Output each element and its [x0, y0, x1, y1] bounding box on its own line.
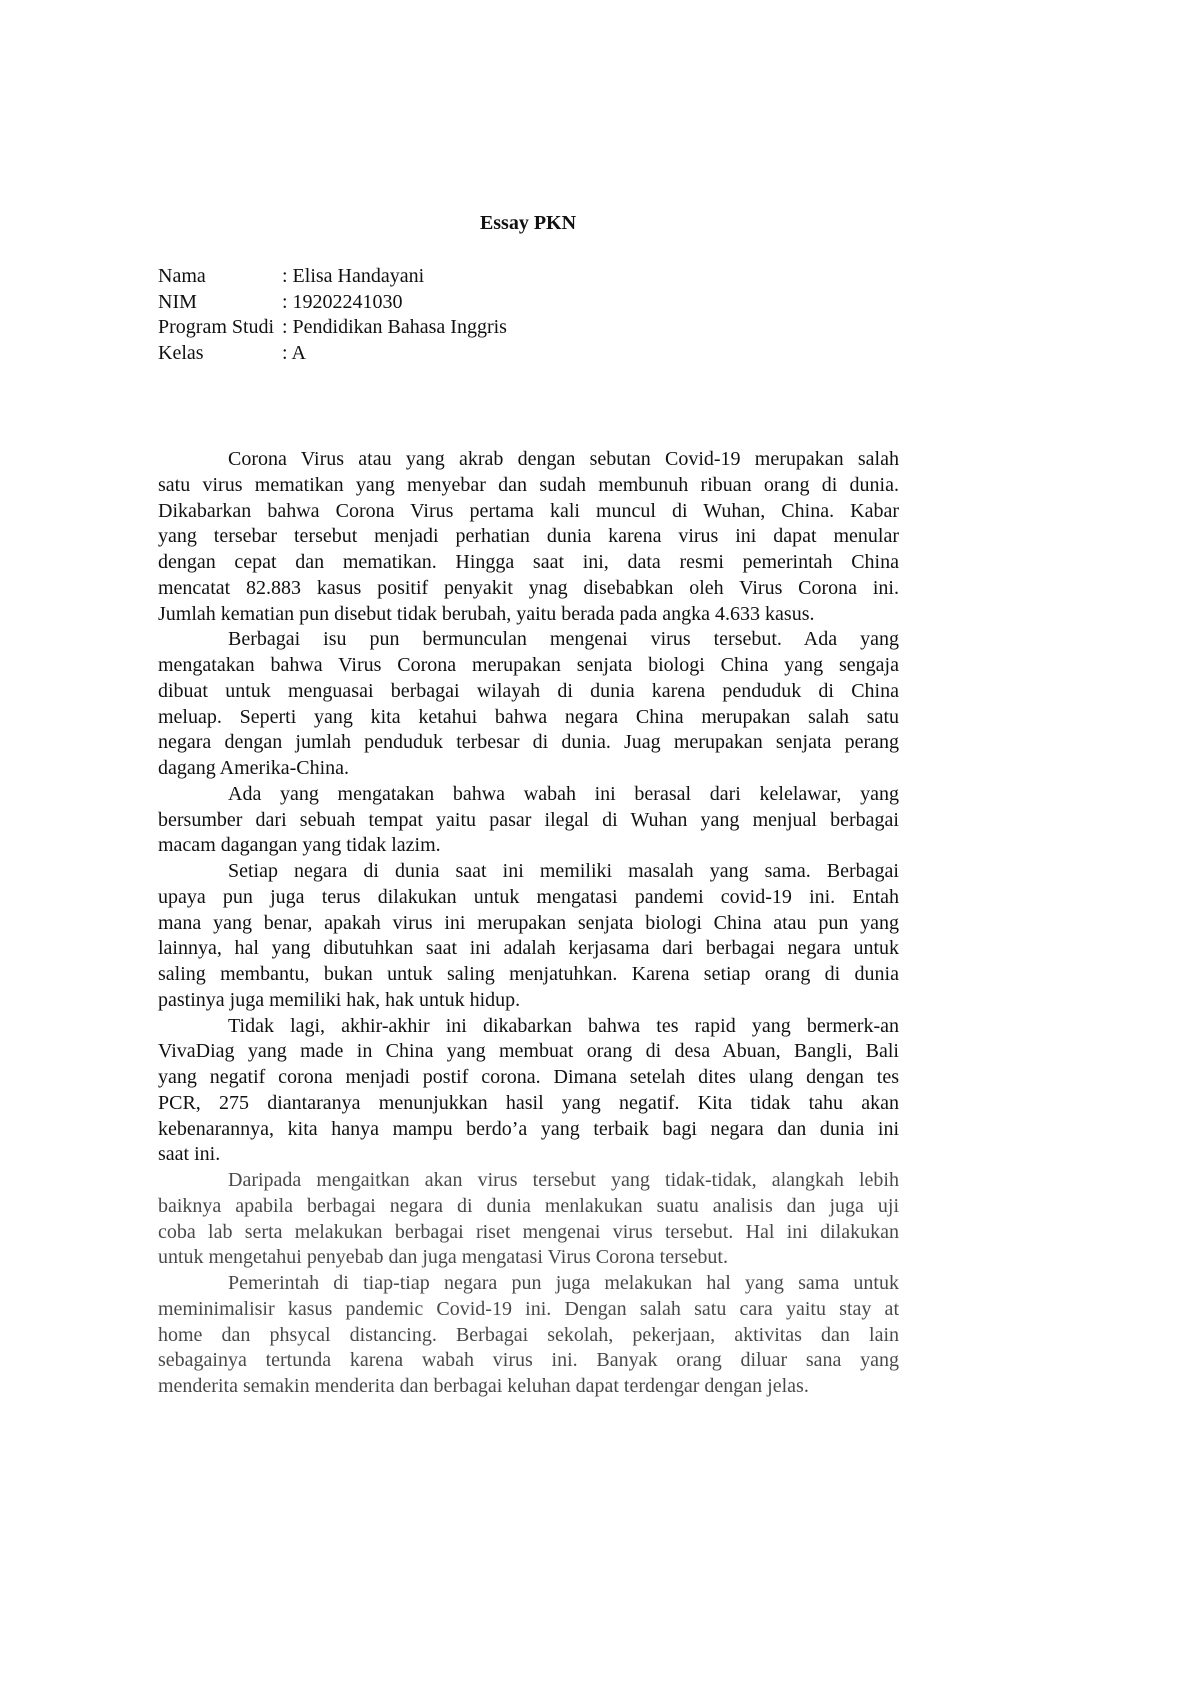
paragraph: [158, 1014, 899, 1169]
paragraph-line: satu virus mematikan yang menyebar dan sudah membunuh ribuan orang di dunia.: [158, 473, 899, 496]
paragraph-line: Ada yang mengatakan bahwa wabah ini berasal dari kelelawar, yang: [228, 782, 899, 805]
paragraph-line: pastinya juga memiliki hak, hak untuk hidup.: [158, 988, 521, 1011]
paragraph-line: macam dagangan yang tidak lazim.: [158, 834, 441, 857]
paragraph-line: lainnya, hal yang dibutuhkan saat ini adalah kerjasama dari berbagai negara untuk: [158, 937, 899, 960]
info-label: Kelas: [158, 341, 204, 364]
paragraph-line: saat ini.: [158, 1143, 221, 1166]
paragraph-line: Tidak lagi, akhir-akhir ini dikabarkan bahwa tes rapid yang bermerk-an: [228, 1014, 899, 1037]
paragraph: [158, 1271, 899, 1400]
paragraph-line: Pemerintah di tiap-tiap negara pun juga melakukan hal yang sama untuk: [228, 1272, 899, 1294]
paragraph-line: bersumber dari sebuah tempat yaitu pasar ilegal di Wuhan yang menjual berbagai: [158, 808, 899, 831]
paragraph-line: kebenarannya, kita hanya mampu berdo’a yang terbaik bagi negara dan dunia ini: [158, 1117, 899, 1140]
essay-title: Essay PKN: [479, 212, 577, 234]
info-label: Nama: [158, 265, 206, 287]
paragraph-line: home dan phsycal distancing. Berbagai sekolah, pekerjaan, aktivitas dan lain: [158, 1323, 899, 1346]
paragraph-line: Dikabarkan bahwa Corona Virus pertama kali muncul di Wuhan, China. Kabar: [158, 499, 899, 522]
paragraph-line: Jumlah kematian pun disebut tidak berubah, yaitu berada pada angka 4.633 kasus.: [158, 602, 815, 625]
info-row-nama: [158, 264, 507, 290]
paragraph-line: Setiap negara di dunia saat ini memiliki masalah yang sama. Berbagai: [228, 860, 899, 882]
paragraph: [158, 627, 899, 782]
info-row-program-studi: [158, 315, 507, 341]
info-row-nim: [158, 290, 507, 316]
paragraph-line: Berbagai isu pun bermunculan mengenai virus tersebut. Ada yang: [228, 628, 899, 651]
info-row-kelas: [158, 341, 507, 367]
paragraph-line: mana yang benar, apakah virus ini merupakan senjata biologi China atau pun yang: [158, 911, 899, 934]
paragraph-line: Corona Virus atau yang akrab dengan sebutan Covid-19 merupakan salah: [228, 448, 899, 470]
paragraph-line: meluap. Seperti yang kita ketahui bahwa negara China merupakan salah satu: [158, 705, 899, 728]
paragraph: [158, 447, 899, 627]
paragraph-line: baiknya apabila berbagai negara di dunia menlakukan suatu analisis dan juga uji: [158, 1194, 899, 1217]
info-value: : A: [282, 341, 306, 364]
paragraph-line: dengan cepat dan mematikan. Hingga saat ini, data resmi pemerintah China: [158, 551, 899, 573]
paragraph-line: menderita semakin menderita dan berbagai keluhan dapat terdengar dengan jelas.: [158, 1375, 809, 1397]
paragraph-line: dibuat untuk menguasai berbagai wilayah di dunia karena penduduk di China: [158, 679, 899, 702]
paragraph-line: saling membantu, bukan untuk saling menjatuhkan. Karena setiap orang di dunia: [158, 963, 899, 985]
paragraph-line: PCR, 275 diantaranya menunjukkan hasil yang negatif. Kita tidak tahu akan: [158, 1091, 899, 1114]
paragraph-line: upaya pun juga terus dilakukan untuk mengatasi pandemi covid-19 ini. Entah: [158, 885, 899, 908]
paragraph-line: Daripada mengaitkan akan virus tersebut yang tidak-tidak, alangkah lebih: [228, 1169, 899, 1191]
paragraph: [158, 782, 899, 859]
paragraph-line: coba lab serta melakukan berbagai riset mengenai virus tersebut. Hal ini dilakukan: [158, 1220, 899, 1243]
paragraph-line: yang negatif corona menjadi postif corona. Dimana setelah dites ulang dengan tes: [158, 1066, 899, 1088]
info-value: : Elisa Handayani: [282, 265, 425, 287]
student-info: [158, 264, 507, 366]
essay-body: [158, 447, 899, 1400]
paragraph: [158, 859, 899, 1014]
info-label: NIM: [158, 290, 197, 313]
paragraph-line: sebagainya tertunda karena wabah virus ini. Banyak orang diluar sana yang: [158, 1349, 899, 1372]
info-value: : Pendidikan Bahasa Inggris: [282, 316, 507, 338]
paragraph-line: untuk mengetahui penyebab dan juga mengatasi Virus Corona tersebut.: [158, 1246, 728, 1269]
info-value: : 19202241030: [282, 290, 403, 313]
paragraph-line: mengatakan bahwa Virus Corona merupakan senjata biologi China yang sengaja: [158, 654, 899, 676]
info-label: Program Studi: [158, 316, 275, 338]
paragraph-line: yang tersebar tersebut menjadi perhatian dunia karena virus ini dapat menular: [158, 525, 899, 548]
paragraph-line: dagang Amerika-China.: [158, 757, 350, 779]
paragraph-line: meminimalisir kasus pandemic Covid-19 ini. Dengan salah satu cara yaitu stay at: [158, 1297, 899, 1320]
paragraph-line: mencatat 82.883 kasus positif penyakit ynag disebabkan oleh Virus Corona ini.: [158, 576, 899, 599]
paragraph: [158, 1168, 899, 1271]
paragraph-line: VivaDiag yang made in China yang membuat orang di desa Abuan, Bangli, Bali: [158, 1040, 899, 1063]
paragraph-line: negara dengan jumlah penduduk terbesar di dunia. Juag merupakan senjata perang: [158, 731, 899, 754]
